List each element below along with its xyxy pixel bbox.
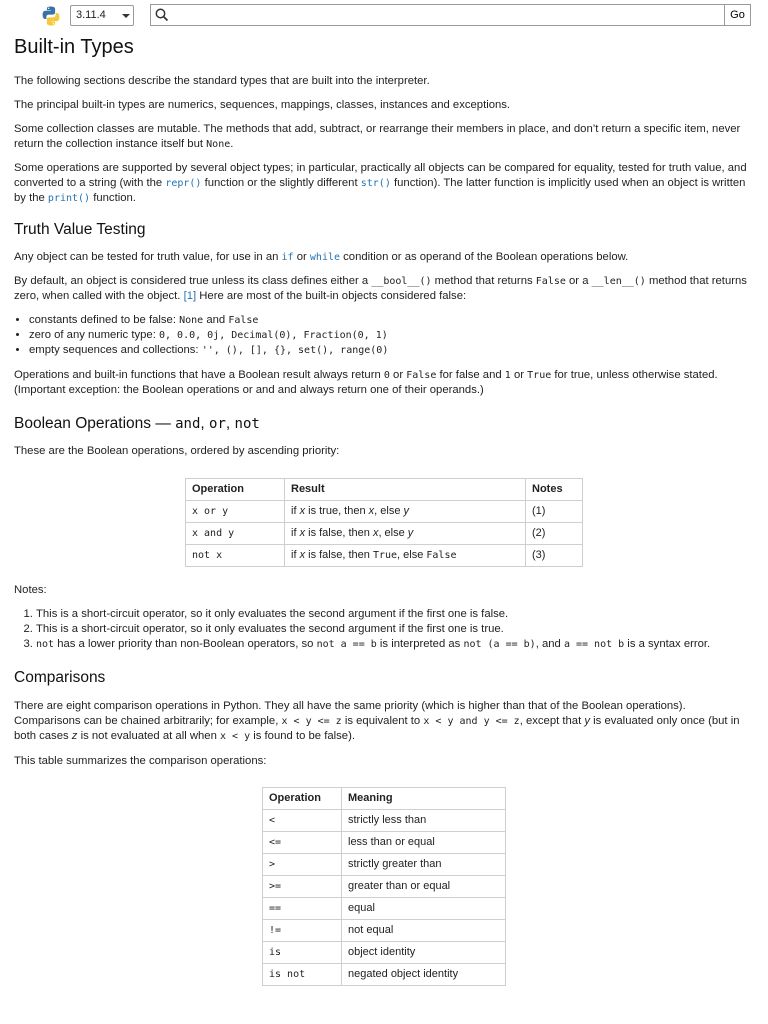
column-header: Operation (263, 788, 342, 810)
search-icon (154, 7, 170, 23)
table-row: not x if x is false, then True, else False (3) (186, 545, 583, 567)
str-link[interactable]: str() (360, 178, 391, 189)
list-item: 1. This is a short-circuit operator, so it only evaluates the second argument if the first one is false. (36, 607, 749, 622)
while-link[interactable]: while (309, 252, 341, 263)
print-link[interactable]: print() (47, 193, 91, 204)
table-row: <= less than or equal (263, 832, 506, 854)
comparisons-paragraph-2: This table summarizes the comparison operations: (14, 755, 267, 767)
notes-label: Notes: (14, 584, 47, 596)
column-header: Operation (186, 479, 285, 501)
table-row: is object identity (263, 942, 506, 964)
footnote-1-link[interactable]: [1] (183, 290, 197, 302)
table-row: is not negated object identity (263, 964, 506, 986)
boolean-operations-heading: Boolean Operations — and, or, not (14, 415, 260, 432)
table-row: != not equal (263, 920, 506, 942)
list-item: 3. not has a lower priority than non-Boolean operators, so not a == b is interpreted as not (a == b), and a == not b is a syntax error. (36, 637, 749, 652)
list-item: • empty sequences and collections: '', (), [], {}, set(), range(0) (29, 343, 749, 358)
page-title: Built-in Types (14, 36, 134, 58)
version-select[interactable] (70, 5, 134, 26)
python-logo-icon[interactable] (40, 5, 62, 27)
comparisons-heading: Comparisons (14, 669, 106, 686)
table-row: x or y if x is true, then x, else y (1) (186, 501, 583, 523)
table-header-row (186, 479, 583, 501)
search-box (150, 4, 725, 26)
intro-paragraph-2: The principal built-in types are numerics, sequences, mappings, classes, instances and exceptions. (14, 99, 511, 111)
table-row: > strictly greater than (263, 854, 506, 876)
main-content (14, 34, 749, 986)
intro-paragraph-3: Some collection classes are mutable. The methods that add, subtract, or rearrange their members in place, and don’t return a specific item, never return the collection instance itself but None. (14, 123, 741, 150)
column-header: Meaning (342, 788, 506, 810)
list-item: 2. This is a short-circuit operator, so it only evaluates the second argument if the first one is true. (36, 622, 749, 637)
false-objects-list (14, 313, 749, 358)
intro-paragraph-4: Some operations are supported by several object types; in particular, practically all objects can be compared for equality, tested for truth value, and converted to a string (with the repr() function or the slightly different str() function). The latter function is implicitly used when an object is written by the print() function. (14, 162, 747, 204)
comparison-operations-table (262, 787, 506, 986)
search-input[interactable] (173, 6, 722, 26)
list-item: • constants defined to be false: None and False (29, 313, 749, 328)
chevron-down-icon (122, 14, 130, 18)
intro-paragraph-1: The following sections describe the standard types that are built into the interpreter. (14, 75, 430, 87)
truth-paragraph-1: Any object can be tested for truth value, for use in an if or while condition or as operand of the Boolean operations below. (14, 251, 629, 263)
column-header: Notes (526, 479, 583, 501)
top-bar (0, 0, 768, 30)
table-row: >= greater than or equal (263, 876, 506, 898)
notes-list (14, 607, 749, 652)
column-header: Result (285, 479, 526, 501)
truth-paragraph-3: Operations and built-in functions that have a Boolean result always return 0 or False for false and 1 or True for true, unless otherwise stated. (Important exception: the Boolean operations or and and always return one of their operands.) (14, 369, 718, 396)
repr-link[interactable]: repr() (165, 178, 202, 189)
if-link[interactable]: if (281, 252, 294, 263)
go-button[interactable]: Go (724, 4, 751, 26)
boolean-operations-table (185, 478, 583, 567)
boolean-intro: These are the Boolean operations, ordered by ascending priority: (14, 445, 340, 457)
table-row: x and y if x is false, then x, else y (2) (186, 523, 583, 545)
comparisons-paragraph-1: There are eight comparison operations in Python. They all have the same priority (which is higher than that of the Boolean operations). Comparisons can be chained arbitrarily; for example, x < y <= z is equivalent to x < y and y <= z, except that y is evaluated only once (but in both cases z is not evaluated at all when x < y is found to be false). (14, 700, 740, 742)
table-header-row (263, 788, 506, 810)
truth-paragraph-2: By default, an object is considered true unless its class defines either a __bool__() method that returns False or a __len__() method that returns zero, when called with the object. [1] Here are most of the built-in objects considered false: (14, 275, 747, 302)
truth-value-heading: Truth Value Testing (14, 221, 146, 238)
version-value: 3.11.4 (76, 9, 106, 21)
table-row: == equal (263, 898, 506, 920)
table-row: < strictly less than (263, 810, 506, 832)
list-item: • zero of any numeric type: 0, 0.0, 0j, Decimal(0), Fraction(0, 1) (29, 328, 749, 343)
